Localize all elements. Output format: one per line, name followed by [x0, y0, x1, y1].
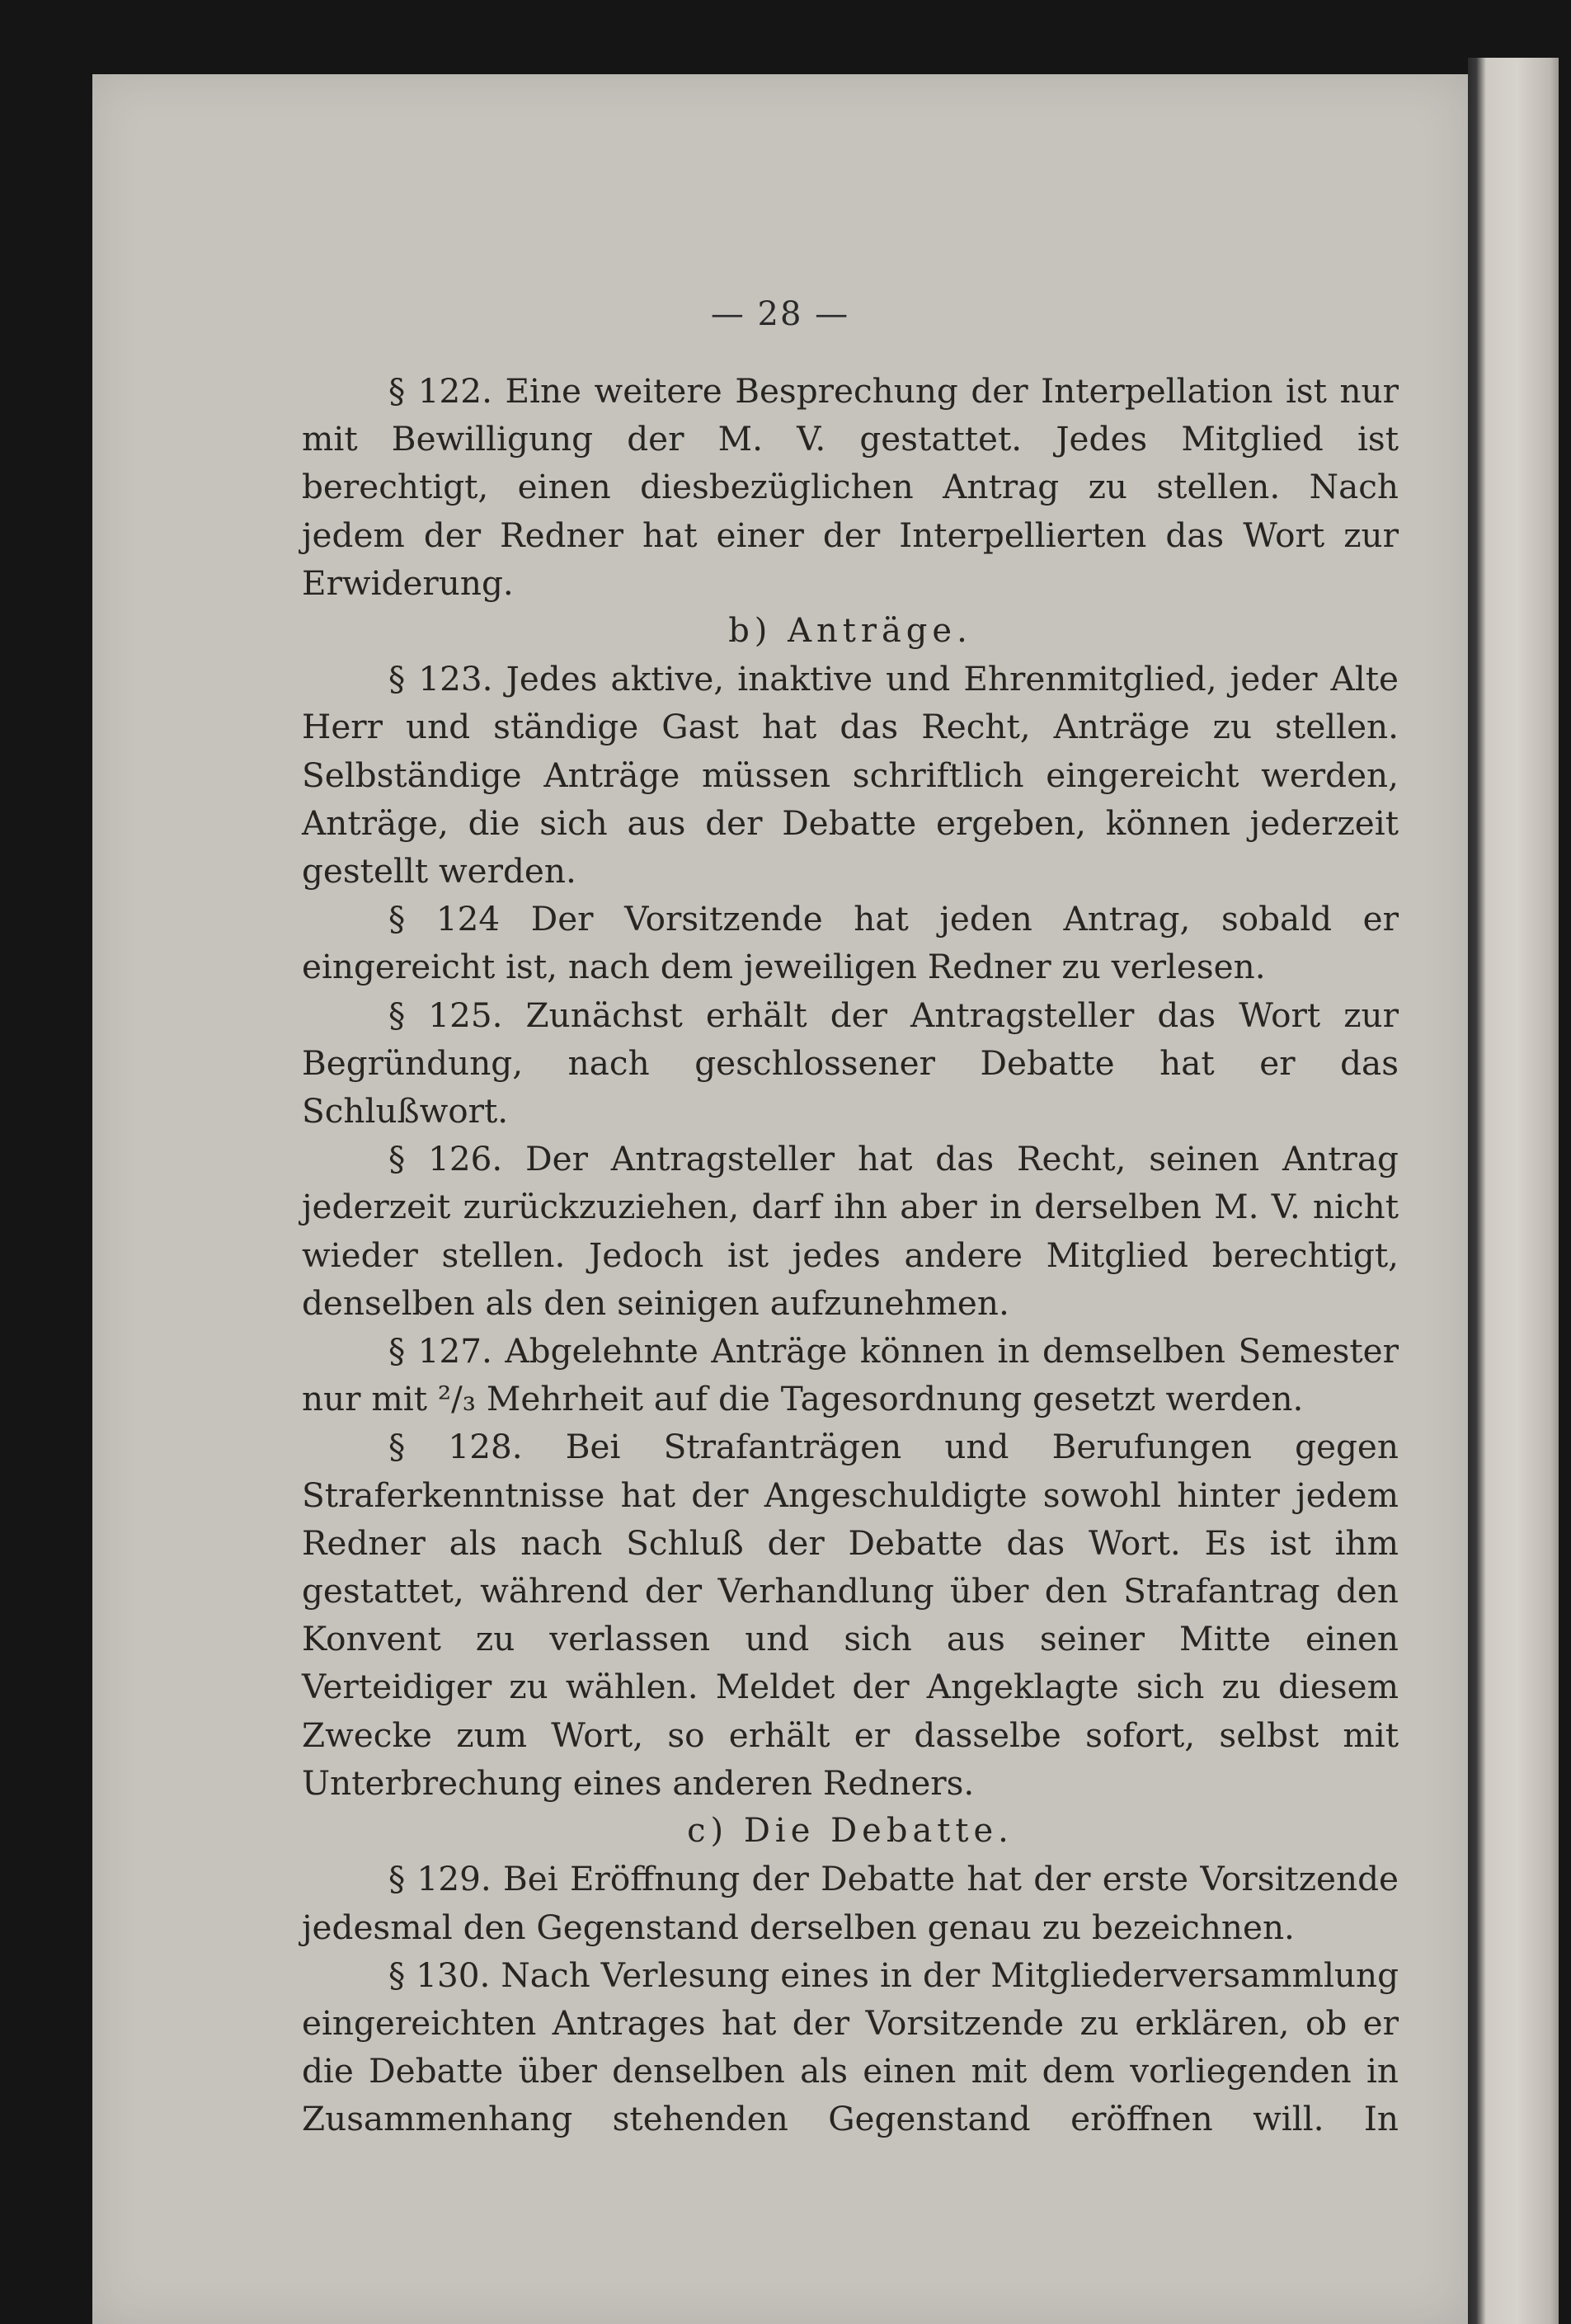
text-column — [302, 367, 1399, 2143]
paragraph-130: § 130. Nach Verlesung eines in der Mitgliederversammlung eingereichten Antrages hat der Vorsitzende zu erklären, ob er die Debatte über denselben als einen mit dem vorliegenden in Zusammenhang stehenden Gegenstand eröffnen will. In — [302, 1955, 1399, 2139]
paragraph-122: § 122. Eine weitere Besprechung der Interpellation ist nur mit Bewilligung der M. V. gestattet. Jedes Mitglied ist berechtigt, einen diesbezüglichen Antrag zu stellen. Nach jedem der Redner hat einer der Interpellierten das Wort zur Erwiderung. — [302, 371, 1399, 603]
paragraph-126: § 126. Der Antragsteller hat das Recht, seinen Antrag jederzeit zurückzuziehen, darf ihn aber in derselben M. V. nicht wieder stellen. Jedoch ist jedes andere Mitglied berechtigt, denselben als den seinigen aufzunehmen. — [302, 1139, 1399, 1323]
section-heading-debatte: c) Die Debatte. — [687, 1812, 1014, 1851]
book-page — [92, 74, 1468, 2324]
paragraph-124: § 124 Der Vorsitzende hat jeden Antrag, sobald er eingereicht ist, nach dem jeweiligen Redner zu verlesen. — [302, 899, 1399, 987]
page-number: — 28 — — [710, 295, 850, 333]
paragraph-125: § 125. Zunächst erhält der Antragsteller das Wort zur Begründung, nach geschlossener Debatte hat er das Schlußwort. — [302, 995, 1399, 1131]
paragraph-129: § 129. Bei Eröffnung der Debatte hat der erste Vorsitzende jedesmal den Gegenstand derselben genau zu bezeichnen. — [302, 1859, 1399, 1947]
paragraph-123: § 123. Jedes aktive, inaktive und Ehrenmitglied, jeder Alte Herr und ständige Gast hat das Recht, Anträge zu stellen. Selbständige Anträge müssen schriftlich eingereicht werden, Anträge, die sich aus der Debatte ergeben, können jederzeit gestellt werden. — [302, 659, 1399, 891]
paragraph-127: § 127. Abgelehnte Anträge können in demselben Semester nur mit ²/₃ Mehrheit auf die Tagesordnung gesetzt werden. — [302, 1331, 1399, 1419]
adjacent-page-edge — [1468, 58, 1559, 2324]
section-heading-antraege: b) Anträge. — [728, 612, 972, 651]
paragraph-128: § 128. Bei Strafanträgen und Berufungen gegen Straferkenntnisse hat der Angeschuldigte sowohl hinter jedem Redner als nach Schluß der Debatte das Wort. Es ist ihm gestattet, während der Verhandlung über den Strafantrag den Konvent zu verlassen und sich aus seiner Mitte einen Verteidiger zu wählen. Meldet der Angeklagte sich zu diesem Zwecke zum Wort, so erhält er dasselbe sofort, selbst mit Unterbrechung eines anderen Redners. — [302, 1427, 1399, 1803]
